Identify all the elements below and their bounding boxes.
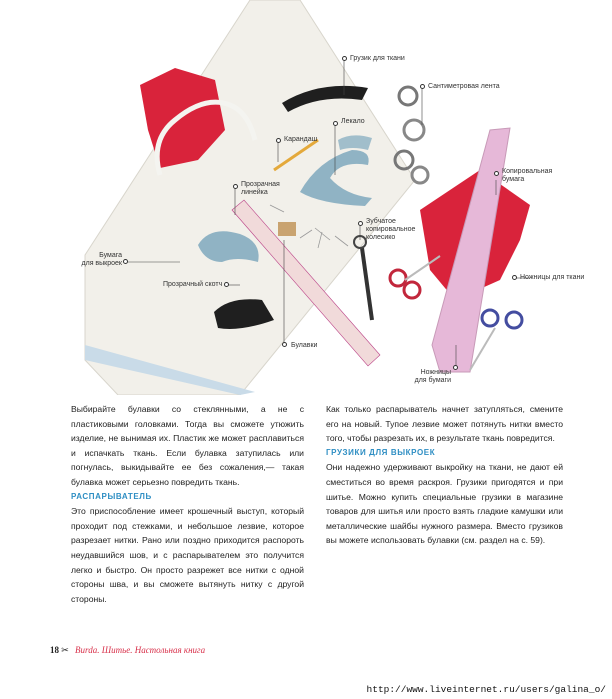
- fabric-scissors: [390, 270, 406, 286]
- ruler-label: Прозрачная линейка: [241, 181, 280, 196]
- pin-box: [278, 222, 296, 236]
- page-footer: [50, 645, 205, 656]
- pattern-paper-label: Бумага для выкроек: [81, 252, 122, 267]
- tape-label: Сантиметровая лента: [428, 83, 500, 90]
- curve-dot: [333, 121, 338, 126]
- curve-label: Лекало: [341, 118, 365, 125]
- paper-scissors: [482, 310, 498, 326]
- left-column: [71, 402, 304, 606]
- copy-paper-dot: [494, 171, 499, 176]
- pattern-paper-dot: [123, 259, 128, 264]
- pins-dot: [282, 342, 287, 347]
- book-title: Burda. Шитье. Настольная книга: [75, 645, 206, 655]
- fabric-scissors-dot: [512, 275, 517, 280]
- ruler-dot: [233, 184, 238, 189]
- page-number: 18: [50, 645, 59, 655]
- copy-paper-label: Копировальная бумага: [502, 168, 553, 183]
- pins-paragraph: Выбирайте булавки со стеклянными, а не с пластиковыми головками. Тогда вы сможете утюжить изделие, не вынимая их. Пластик же может расплавиться и испачкать ткань. Если булавка затупилась или погнулась, выкидывайте ее без сожаления,— такая булавка может серьезно повредить ткань.: [71, 404, 304, 487]
- seam-ripper-paragraph: Это приспособление имеет крошечный выступ, который проходит под стежками, и небольшое лезвие, которое разрезает нитки. Рано или поздно приходится распороть неудавшийся шов, и с распарывателем это получится легко и быстро. Он просто разрежет все нитки с одной стороны шва, и вы сможете вытянуть нитку с другой стороны.: [71, 506, 304, 604]
- pattern-weights-paragraph: Они надежно удерживают выкройку на ткани, не дают ей сместиться во время раскроя. Грузики пригодятся и при шитье. Можно купить специальные грузики в магазине товаров для шитья или просто взять гладкие камушки или металлические шайбы нужного размера. Вместо грузиков вы можете использовать булавки (см. раздел на с. 59).: [326, 462, 563, 546]
- fabric-scissors-label: Ножницы для ткани: [520, 274, 585, 281]
- tape-dot: [420, 84, 425, 89]
- scotch-dot: [224, 282, 229, 287]
- watermark-url[interactable]: http://www.liveinternet.ru/users/galina_o/: [366, 684, 606, 695]
- pattern-weights-heading: ГРУЗИКИ ДЛЯ ВЫКРОЕК: [326, 447, 436, 457]
- right-column: [326, 402, 563, 548]
- pencil-label: Карандаш: [284, 136, 318, 143]
- scotch-label: Прозрачный скотч: [163, 281, 223, 288]
- sewing-logo-icon: ✂: [61, 645, 69, 655]
- seam-ripper-heading: РАСПАРЫВАТЕЛЬ: [71, 491, 152, 501]
- wheel-dot: [358, 221, 363, 226]
- weight-label: Грузик для ткани: [350, 55, 405, 62]
- wheel-label: Зубчатое копировальное колесико: [366, 218, 416, 241]
- pins-label: Булавки: [291, 342, 318, 349]
- paper-scissors-label: Ножницы для бумаги: [414, 369, 451, 384]
- tracing-wheel: [362, 248, 372, 320]
- pencil-dot: [276, 138, 281, 143]
- weight-dot: [342, 56, 347, 61]
- ripper-dull-paragraph: Как только распарыватель начнет затупляться, смените его на новый. Тупое лезвие может потянуть нитки вместо того, чтобы разрезать их, в результате ткань повредится.: [326, 404, 563, 444]
- paper-scissors-dot: [453, 365, 458, 370]
